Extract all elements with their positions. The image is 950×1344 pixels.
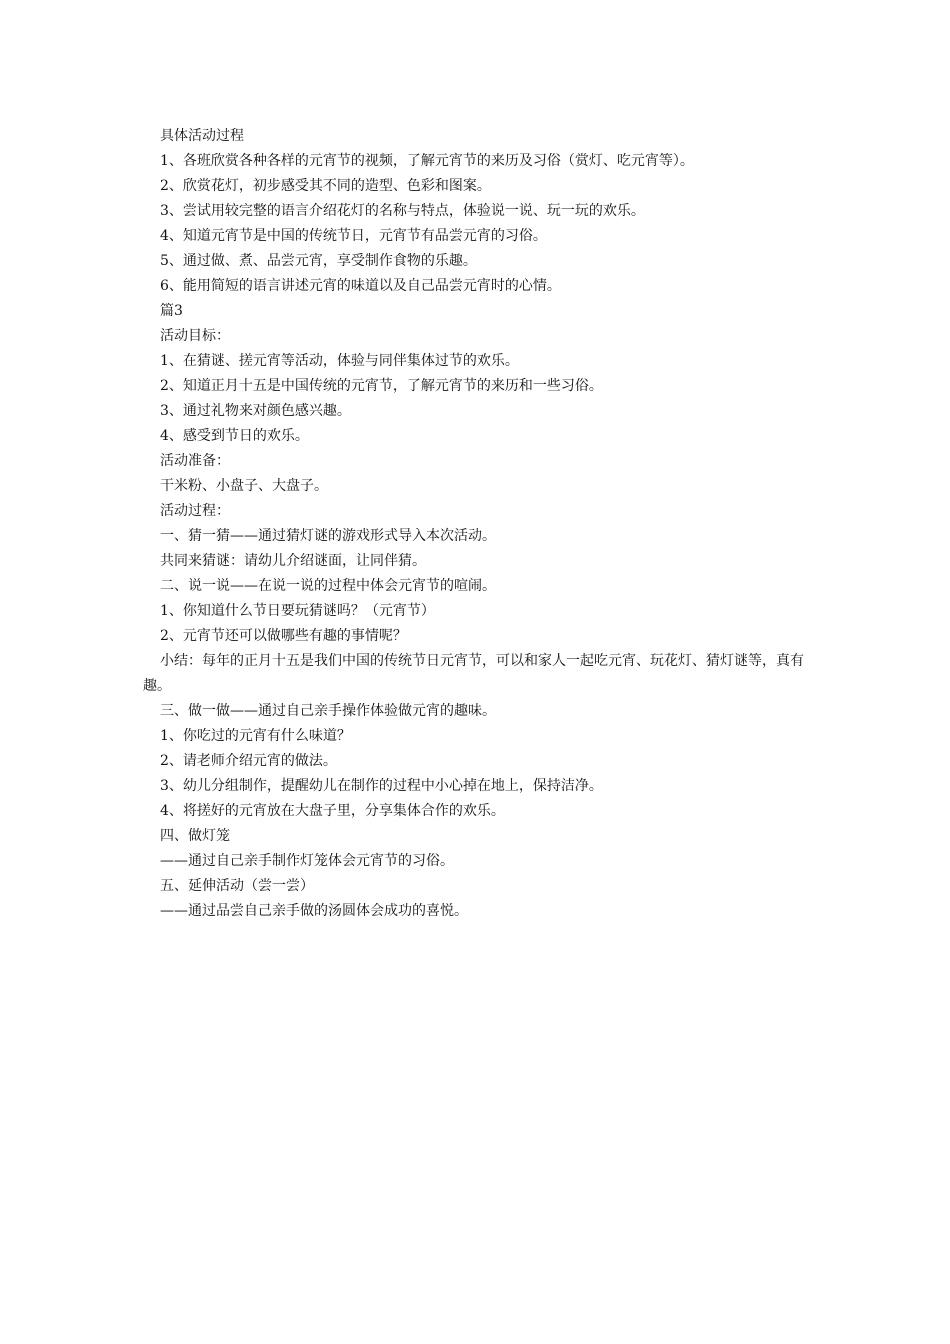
- text-line: 2、欣赏花灯，初步感受其不同的造型、色彩和图案。: [160, 178, 491, 194]
- summary-paragraph: 小结：每年的正月十五是我们中国的传统节日元宵节，可以和家人一起吃元宵、玩花灯、猜灯谜等，真有趣。: [143, 653, 804, 694]
- text-line: 4、感受到节日的欢乐。: [160, 428, 309, 444]
- text-line: 一、猜一猜——通过猜灯谜的游戏形式导入本次活动。: [160, 528, 496, 544]
- text-line: ——通过自己亲手制作灯笼体会元宵节的习俗。: [160, 853, 454, 869]
- text-line: 6、能用简短的语言讲述元宵的味道以及自己品尝元宵时的心情。: [160, 278, 561, 294]
- document-body: [143, 124, 808, 924]
- text-line: ——通过品尝自己亲手做的汤圆体会成功的喜悦。: [160, 903, 468, 919]
- text-line: 3、尝试用较完整的语言介绍花灯的名称与特点，体验说一说、玩一玩的欢乐。: [160, 203, 645, 219]
- text-line: 三、做一做——通过自己亲手操作体验做元宵的趣味。: [160, 703, 496, 719]
- text-line: 1、各班欣赏各种各样的元宵节的视频，了解元宵节的来历及习俗（赏灯、吃元宵等）。: [160, 153, 694, 169]
- text-line: 2、知道正月十五是中国传统的元宵节，了解元宵节的来历和一些习俗。: [160, 378, 603, 394]
- text-line: 1、你吃过的元宵有什么味道？: [160, 728, 351, 744]
- text-line: 共同来猜谜：请幼儿介绍谜面，让同伴猜。: [160, 553, 426, 569]
- section-heading: 篇3: [160, 303, 183, 319]
- text-line: 活动过程：: [160, 503, 230, 519]
- text-line: 五、延伸活动（尝一尝）: [160, 878, 314, 894]
- text-line: 活动准备：: [160, 453, 230, 469]
- text-line: 3、通过礼物来对颜色感兴趣。: [160, 403, 351, 419]
- text-line: 5、通过做、煮、品尝元宵，享受制作食物的乐趣。: [160, 253, 477, 269]
- text-line: 四、做灯笼: [160, 828, 230, 844]
- text-line: 具体活动过程: [160, 128, 244, 144]
- text-line: 干米粉、小盘子、大盘子。: [160, 478, 328, 494]
- text-line: 3、幼儿分组制作，提醒幼儿在制作的过程中小心掉在地上，保持洁净。: [160, 778, 603, 794]
- text-line: 二、说一说——在说一说的过程中体会元宵节的喧闹。: [160, 578, 496, 594]
- text-line: 2、请老师介绍元宵的做法。: [160, 753, 337, 769]
- text-line: 4、将搓好的元宵放在大盘子里，分享集体合作的欢乐。: [160, 803, 505, 819]
- text-line: 1、在猜谜、搓元宵等活动，体验与同伴集体过节的欢乐。: [160, 353, 519, 369]
- text-line: 4、知道元宵节是中国的传统节日，元宵节有品尝元宵的习俗。: [160, 228, 547, 244]
- text-line: 2、元宵节还可以做哪些有趣的事情呢？: [160, 628, 407, 644]
- text-line: 1、你知道什么节日要玩猜谜吗？（元宵节）: [160, 603, 435, 619]
- text-line: 活动目标：: [160, 328, 230, 344]
